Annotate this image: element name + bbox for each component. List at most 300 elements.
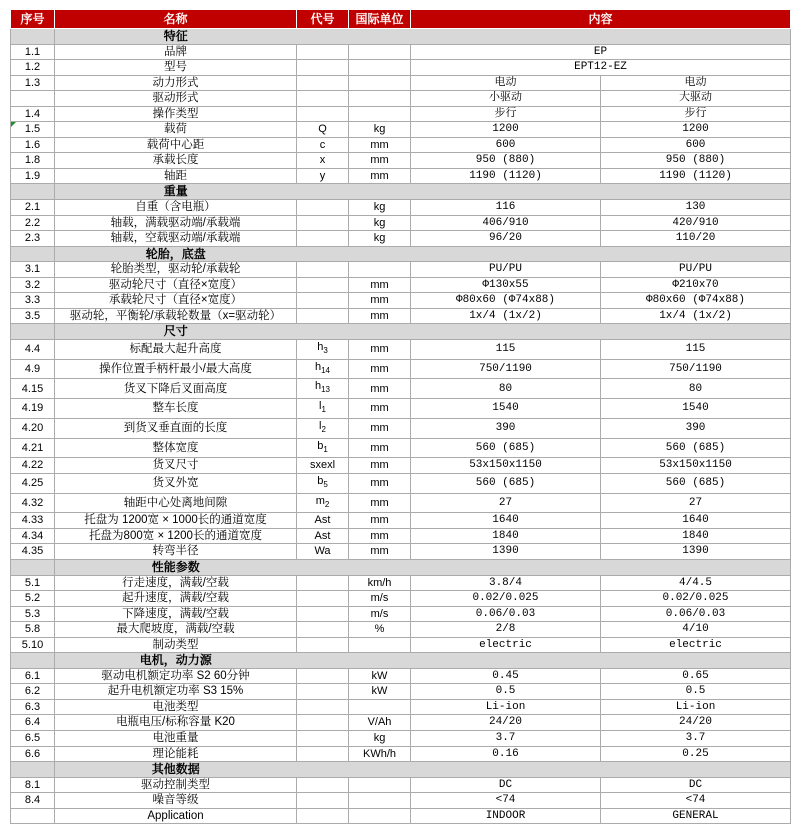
cell-value-left: 0.45 — [411, 668, 601, 684]
spec-row — [11, 591, 791, 607]
cell-code — [297, 544, 349, 560]
cell-value-right: 420/910 — [601, 215, 791, 231]
cell-unit: mm — [349, 359, 411, 379]
cell-value-right: 1840 — [601, 528, 791, 544]
cell-value-right: 4/4.5 — [601, 575, 791, 591]
code-base: h — [314, 380, 322, 393]
cell-unit: KWh/h — [349, 746, 411, 762]
spec-row — [11, 262, 791, 278]
cell-value-right: 0.25 — [601, 746, 791, 762]
header-name: 名称 — [55, 10, 297, 29]
cell-code — [297, 277, 349, 293]
cell-code — [297, 106, 349, 122]
cell-value-right: PU/PU — [601, 262, 791, 278]
cell-value-right: 0.06/0.03 — [601, 606, 791, 622]
cell-value-right: 390 — [601, 418, 791, 438]
cell-name: 轴距 — [55, 168, 297, 184]
section-rest-cell — [297, 29, 791, 45]
cell-name: 货叉下降后叉面高度 — [55, 379, 297, 399]
section-row — [11, 184, 791, 200]
cell-value-left: DC — [411, 777, 601, 793]
code-subscript: 3 — [323, 346, 328, 356]
cell-serial: 4.22 — [11, 458, 55, 474]
cell-unit — [349, 106, 411, 122]
spec-row — [11, 277, 791, 293]
section-title: 其他数据 — [55, 762, 297, 778]
spec-row — [11, 458, 791, 474]
cell-value-left: electric — [411, 637, 601, 653]
section-row — [11, 246, 791, 262]
cell-code — [297, 684, 349, 700]
spec-row — [11, 777, 791, 793]
cell-serial: 5.3 — [11, 606, 55, 622]
section-rest-cell — [297, 324, 791, 340]
spec-row — [11, 418, 791, 438]
cell-value-left: 1190 (1120) — [411, 168, 601, 184]
cell-name: 噪音等级 — [55, 793, 297, 809]
spec-row — [11, 715, 791, 731]
cell-value-left: PU/PU — [411, 262, 601, 278]
cell-value-left: <74 — [411, 793, 601, 809]
cell-name: 转弯半径 — [55, 544, 297, 560]
cell-unit: mm — [349, 493, 411, 513]
code-subscript: 1 — [323, 444, 328, 454]
code-base: b — [317, 474, 324, 487]
cell-unit: mm — [349, 458, 411, 474]
cell-serial: 3.2 — [11, 277, 55, 293]
cell-unit: m/s — [349, 606, 411, 622]
cell-code — [297, 399, 349, 419]
cell-value-left: 0.02/0.025 — [411, 591, 601, 607]
code-base: c — [319, 138, 326, 151]
cell-value-left: 53x150x1150 — [411, 458, 601, 474]
cell-serial: 1.4 — [11, 106, 55, 122]
spec-row — [11, 606, 791, 622]
cell-code — [297, 308, 349, 324]
code-base: b — [317, 439, 324, 452]
cell-serial: 5.1 — [11, 575, 55, 591]
section-row — [11, 324, 791, 340]
cell-serial: 1.1 — [11, 44, 55, 60]
cell-name: 行走速度，满载/空载 — [55, 575, 297, 591]
cell-name: 轴距中心处离地间隙 — [55, 493, 297, 513]
cell-serial: 3.1 — [11, 262, 55, 278]
cell-value-right: electric — [601, 637, 791, 653]
cell-code — [297, 513, 349, 529]
cell-unit: mm — [349, 293, 411, 309]
cell-value-left: 390 — [411, 418, 601, 438]
cell-unit: mm — [349, 379, 411, 399]
spec-row — [11, 575, 791, 591]
spec-row — [11, 359, 791, 379]
cell-value-right: GENERAL — [601, 808, 791, 824]
cell-name: 起升电机额定功率 S3 15% — [55, 684, 297, 700]
cell-unit: km/h — [349, 575, 411, 591]
cell-value-right: 1190 (1120) — [601, 168, 791, 184]
cell-code — [297, 493, 349, 513]
cell-serial: 4.34 — [11, 528, 55, 544]
cell-code — [297, 699, 349, 715]
cell-value-right: 0.02/0.025 — [601, 591, 791, 607]
cell-serial: 8.4 — [11, 793, 55, 809]
cell-serial: 4.32 — [11, 493, 55, 513]
cell-value-right: 1390 — [601, 544, 791, 560]
spec-row — [11, 731, 791, 747]
section-no-cell — [11, 653, 55, 669]
header-no: 序号 — [11, 10, 55, 29]
code-base: sxexl — [309, 459, 336, 472]
cell-name: 载荷 — [55, 122, 297, 138]
cell-name: 货叉尺寸 — [55, 458, 297, 474]
cell-value-left: 950 (880) — [411, 153, 601, 169]
spec-row — [11, 637, 791, 653]
cell-serial: 2.3 — [11, 231, 55, 247]
header-row — [11, 10, 791, 29]
code-subscript: 1 — [321, 405, 326, 415]
section-no-cell — [11, 29, 55, 45]
header-content: 内容 — [411, 10, 791, 29]
header-code: 代号 — [297, 10, 349, 29]
cell-unit: mm — [349, 308, 411, 324]
cell-serial: 4.19 — [11, 399, 55, 419]
cell-code — [297, 60, 349, 76]
cell-code — [297, 200, 349, 216]
spec-row — [11, 808, 791, 824]
cell-serial: 4.21 — [11, 438, 55, 458]
cell-name: 操作类型 — [55, 106, 297, 122]
cell-value-left: 3.7 — [411, 731, 601, 747]
cell-serial: 4.25 — [11, 473, 55, 493]
cell-value-left: 115 — [411, 339, 601, 359]
cell-code — [297, 379, 349, 399]
code-subscript: 13 — [321, 385, 331, 395]
code-base: y — [319, 169, 326, 182]
cell-code — [297, 473, 349, 493]
cell-unit: mm — [349, 339, 411, 359]
cell-serial: 2.1 — [11, 200, 55, 216]
cell-serial: 1.2 — [11, 60, 55, 76]
cell-serial: 4.20 — [11, 418, 55, 438]
cell-value-left: Φ80x60 (Φ74x88) — [411, 293, 601, 309]
section-title: 电机，动力源 — [55, 653, 297, 669]
cell-value-right: 24/20 — [601, 715, 791, 731]
cell-code — [297, 293, 349, 309]
spec-row — [11, 122, 791, 138]
cell-value-right: 750/1190 — [601, 359, 791, 379]
cell-code — [297, 75, 349, 91]
cell-value-right: 950 (880) — [601, 153, 791, 169]
cell-value-left: Φ130x55 — [411, 277, 601, 293]
cell-unit — [349, 777, 411, 793]
code-base: Q — [318, 123, 327, 136]
cell-unit: mm — [349, 418, 411, 438]
cell-value-merged: EP — [411, 44, 791, 60]
cell-value-right: 560 (685) — [601, 473, 791, 493]
cell-value-right: 3.7 — [601, 731, 791, 747]
cell-serial: 4.9 — [11, 359, 55, 379]
cell-name: 轴载，空载驱动端/承载端 — [55, 231, 297, 247]
cell-unit: mm — [349, 473, 411, 493]
cell-unit — [349, 60, 411, 76]
cell-value-right: 600 — [601, 137, 791, 153]
cell-code — [297, 231, 349, 247]
cell-value-right: 130 — [601, 200, 791, 216]
cell-value-right: Φ80x60 (Φ74x88) — [601, 293, 791, 309]
cell-name: 承载轮尺寸（直径×宽度） — [55, 293, 297, 309]
cell-code — [297, 528, 349, 544]
cell-code — [297, 91, 349, 107]
cell-serial: 4.35 — [11, 544, 55, 560]
code-base: x — [319, 154, 326, 167]
cell-value-right: 0.65 — [601, 668, 791, 684]
cell-serial: 6.2 — [11, 684, 55, 700]
cell-value-left: Li-ion — [411, 699, 601, 715]
spec-row — [11, 339, 791, 359]
code-base: h — [314, 360, 322, 373]
cell-unit: kg — [349, 215, 411, 231]
cell-unit — [349, 637, 411, 653]
cell-code — [297, 458, 349, 474]
cell-value-left: 1540 — [411, 399, 601, 419]
spec-sheet — [10, 9, 790, 824]
cell-name: 轴载，满载驱动端/承载端 — [55, 215, 297, 231]
cell-serial: 1.8 — [11, 153, 55, 169]
spec-row — [11, 544, 791, 560]
cell-name: 电瓶电压/标称容量 K20 — [55, 715, 297, 731]
cell-serial: 6.6 — [11, 746, 55, 762]
cell-unit: kW — [349, 668, 411, 684]
spec-row — [11, 438, 791, 458]
cell-code — [297, 438, 349, 458]
spec-row — [11, 684, 791, 700]
cell-value-right: DC — [601, 777, 791, 793]
cell-unit: mm — [349, 513, 411, 529]
cell-unit: V/Ah — [349, 715, 411, 731]
code-subscript: 2 — [324, 499, 330, 509]
cell-unit: mm — [349, 544, 411, 560]
spec-row — [11, 308, 791, 324]
section-no-cell — [11, 184, 55, 200]
cell-name: 操作位置手柄杆最小/最大高度 — [55, 359, 297, 379]
cell-value-merged: EPT12-EZ — [411, 60, 791, 76]
code-subscript: 5 — [323, 480, 328, 490]
cell-unit: kg — [349, 731, 411, 747]
cell-name: 到货叉垂直面的长度 — [55, 418, 297, 438]
cell-unit: % — [349, 622, 411, 638]
cell-name: 驱动形式 — [55, 91, 297, 107]
cell-serial: 1.3 — [11, 75, 55, 91]
cell-name: 驱动电机额定功率 S2 60分钟 — [55, 668, 297, 684]
cell-code — [297, 339, 349, 359]
cell-serial: 1.9 — [11, 168, 55, 184]
cell-unit: mm — [349, 277, 411, 293]
cell-name: 最大爬坡度，满载/空载 — [55, 622, 297, 638]
cell-serial — [11, 808, 55, 824]
cell-code — [297, 591, 349, 607]
section-rest-cell — [297, 762, 791, 778]
cell-value-left: 24/20 — [411, 715, 601, 731]
cell-value-left: 小驱动 — [411, 91, 601, 107]
header-unit: 国际单位 — [349, 10, 411, 29]
cell-value-left: 0.06/0.03 — [411, 606, 601, 622]
spec-table-body — [11, 29, 791, 824]
section-row — [11, 560, 791, 576]
cell-name: 自重（含电瓶） — [55, 200, 297, 216]
section-title: 尺寸 — [55, 324, 297, 340]
spec-row — [11, 379, 791, 399]
cell-name: 驱动轮尺寸（直径×宽度） — [55, 277, 297, 293]
spec-row — [11, 106, 791, 122]
cell-name: 型号 — [55, 60, 297, 76]
cell-unit — [349, 262, 411, 278]
cell-name: 承载长度 — [55, 153, 297, 169]
spec-row — [11, 215, 791, 231]
spec-row — [11, 793, 791, 809]
cell-name: 电池重量 — [55, 731, 297, 747]
cell-value-left: 1640 — [411, 513, 601, 529]
spec-row — [11, 60, 791, 76]
cell-value-right: 电动 — [601, 75, 791, 91]
cell-value-right: 53x150x1150 — [601, 458, 791, 474]
cell-unit: mm — [349, 528, 411, 544]
spec-row — [11, 528, 791, 544]
cell-value-left: 0.5 — [411, 684, 601, 700]
spec-row — [11, 746, 791, 762]
cell-unit: kW — [349, 684, 411, 700]
cell-unit: mm — [349, 137, 411, 153]
section-row — [11, 653, 791, 669]
cell-unit — [349, 699, 411, 715]
code-base: m — [315, 494, 325, 507]
cell-value-left: 27 — [411, 493, 601, 513]
cell-serial: 1.5 — [11, 122, 55, 138]
code-base: Wa — [314, 545, 331, 558]
spec-row — [11, 137, 791, 153]
cell-code — [297, 668, 349, 684]
cell-code — [297, 262, 349, 278]
cell-name: 整车长度 — [55, 399, 297, 419]
cell-name: 驱动控制类型 — [55, 777, 297, 793]
cell-name: 品牌 — [55, 44, 297, 60]
section-title: 重量 — [55, 184, 297, 200]
cell-unit — [349, 75, 411, 91]
cell-value-right: 1200 — [601, 122, 791, 138]
spec-row — [11, 513, 791, 529]
section-no-cell — [11, 246, 55, 262]
section-no-cell — [11, 560, 55, 576]
cell-name: 制动类型 — [55, 637, 297, 653]
section-row — [11, 762, 791, 778]
cell-serial: 5.2 — [11, 591, 55, 607]
section-title: 特征 — [55, 29, 297, 45]
spec-row — [11, 200, 791, 216]
cell-code — [297, 215, 349, 231]
spec-row — [11, 399, 791, 419]
cell-value-left: 750/1190 — [411, 359, 601, 379]
cell-serial: 6.4 — [11, 715, 55, 731]
cell-value-right: 4/10 — [601, 622, 791, 638]
cell-unit: m/s — [349, 591, 411, 607]
cell-value-right: <74 — [601, 793, 791, 809]
cell-value-left: 80 — [411, 379, 601, 399]
cell-value-right: 步行 — [601, 106, 791, 122]
cell-name: 驱动轮，平衡轮/承载轮数量（x=驱动轮） — [55, 308, 297, 324]
cell-value-right: Φ210x70 — [601, 277, 791, 293]
section-rest-cell — [297, 246, 791, 262]
cell-unit — [349, 808, 411, 824]
cell-value-right: 1640 — [601, 513, 791, 529]
cell-unit — [349, 44, 411, 60]
spec-table — [10, 9, 791, 824]
code-subscript: 2 — [321, 425, 326, 435]
cell-code — [297, 418, 349, 438]
cell-name: 轮胎类型，驱动轮/承载轮 — [55, 262, 297, 278]
cell-value-right: 115 — [601, 339, 791, 359]
spec-row — [11, 168, 791, 184]
cell-value-right: 27 — [601, 493, 791, 513]
cell-value-left: 600 — [411, 137, 601, 153]
cell-code — [297, 808, 349, 824]
cell-serial: 1.6 — [11, 137, 55, 153]
section-no-cell — [11, 324, 55, 340]
cell-code — [297, 359, 349, 379]
cell-code — [297, 715, 349, 731]
cell-value-left: 3.8/4 — [411, 575, 601, 591]
cell-name: Application — [55, 808, 297, 824]
code-base: Ast — [314, 529, 331, 542]
cell-code — [297, 777, 349, 793]
cell-value-left: 步行 — [411, 106, 601, 122]
cell-serial: 2.2 — [11, 215, 55, 231]
section-row — [11, 29, 791, 45]
section-title: 轮胎，底盘 — [55, 246, 297, 262]
code-base: l — [319, 400, 322, 413]
cell-value-left: 电动 — [411, 75, 601, 91]
code-base: h — [317, 340, 324, 353]
cell-value-left: 1200 — [411, 122, 601, 138]
cell-unit: kg — [349, 122, 411, 138]
cell-value-left: 2/8 — [411, 622, 601, 638]
cell-unit: kg — [349, 231, 411, 247]
cell-code — [297, 137, 349, 153]
cell-code — [297, 606, 349, 622]
cell-unit: mm — [349, 168, 411, 184]
cell-value-left: 560 (685) — [411, 438, 601, 458]
cell-code — [297, 731, 349, 747]
cell-name: 托盘为800宽 × 1200长的通道宽度 — [55, 528, 297, 544]
cell-value-right: 1x/4 (1x/2) — [601, 308, 791, 324]
cell-value-left: 1390 — [411, 544, 601, 560]
code-subscript: 14 — [321, 365, 331, 375]
cell-name: 起升速度，满载/空载 — [55, 591, 297, 607]
cell-code — [297, 622, 349, 638]
spec-row — [11, 293, 791, 309]
code-base: l — [319, 419, 322, 432]
cell-value-right: 1540 — [601, 399, 791, 419]
cell-name: 理论能耗 — [55, 746, 297, 762]
cell-value-left: 560 (685) — [411, 473, 601, 493]
spec-row — [11, 473, 791, 493]
spec-row — [11, 493, 791, 513]
cell-value-left: INDOOR — [411, 808, 601, 824]
section-rest-cell — [297, 184, 791, 200]
spec-row — [11, 153, 791, 169]
cell-serial: 6.3 — [11, 699, 55, 715]
cell-name: 载荷中心距 — [55, 137, 297, 153]
spec-row — [11, 699, 791, 715]
cell-value-left: 0.16 — [411, 746, 601, 762]
cell-unit: mm — [349, 399, 411, 419]
